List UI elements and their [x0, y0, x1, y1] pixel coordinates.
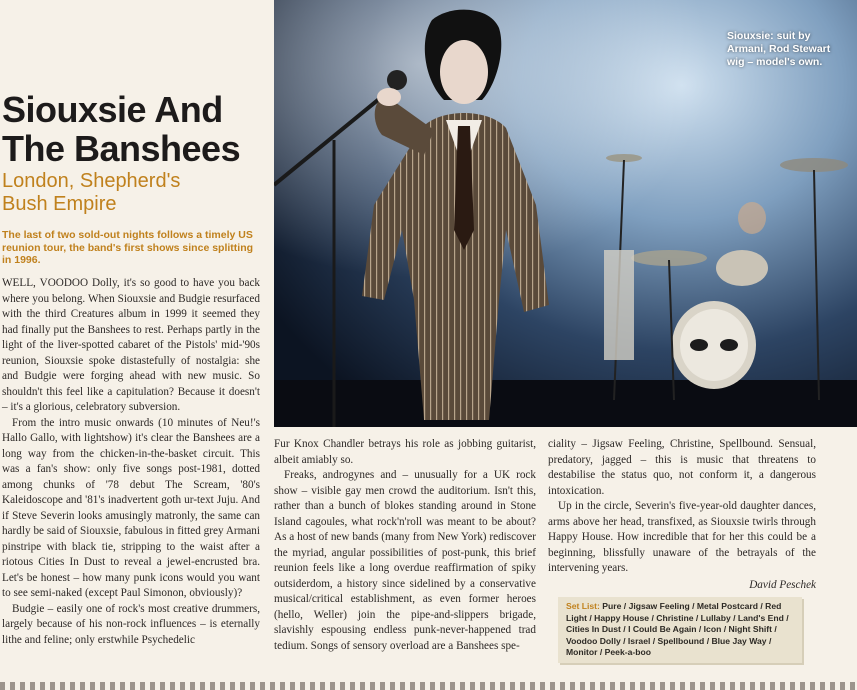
paragraph: Freaks, androgynes and – unusually for a UK rock show – visible gay men crowd the auditorium. Isn't this, rather than a bunch of blokes standing around in Stone Island cagoules, what rock'n'roll was meant to be about? As a host of new bands (many from New York) rediscover the myriad, angular possibilities of post-punk, this brief reunion feels like a long overdue reaffirmation of spiky outsiderdom, a history since sidelined by a conservative musical/critical establishment, as even former heroes (hello, Weller) join the pipe-and-slippers brigade, slavishly espousing endless punk-never-happened trad tedium. Songs of sensory overload are a Banshees spe-: [274, 469, 536, 652]
venue-line-1: London, Shepherd's: [2, 170, 181, 192]
byline: David Peschek: [749, 578, 816, 591]
photo-caption: Siouxsie: suit by Armani, Rod Stewart wig – model's own.: [727, 30, 831, 68]
body-column-1: [2, 276, 260, 648]
paragraph: Up in the circle, Severin's five-year-old daughter dances, arms above her head, transfixed, as Siouxsie twirls through Happy House. How incredible that for her this could be a beginning, blissfully unaware of the betrayals of the intervening years.: [548, 500, 816, 574]
title-line-2: The Banshees: [2, 128, 241, 169]
body-column-2: [274, 437, 536, 654]
venue-line-2: Bush Empire: [2, 193, 117, 215]
paragraph: Fur Knox Chandler betrays his role as jobbing guitarist, albeit amiably so.: [274, 438, 536, 466]
paragraph: WELL, VOODOO Dolly, it's so good to have you back where you belong. When Siouxsie and Budgie resurfaced with the third Creatures album in 1999 it seemed they had finally put the Banshees to rest. Perhaps partly in the light of the liver-spotted cabaret of the Pistols' mid-'90s reunion, Siouxsie spoke distastefully of nostalgia: she and Budgie were forging ahead with new music. So shouldn't this feel like a capitulation? Because it doesn't – it's a glorious, celebratory subversion.: [2, 277, 260, 413]
setlist-box: [558, 597, 802, 663]
setlist-label: Set List:: [566, 601, 600, 611]
title-line-1: Siouxsie And: [2, 89, 223, 130]
paragraph: From the intro music onwards (10 minutes of Neu!'s Hallo Gallo, with lightshow) it's clear the Banshees are a long way from the chicken-in-the-basket circuit. This was a fan's show: only five songs post-1981, dotted among chunks of '78 debut The Scream, '80's Kaleidoscope and '81's inadvertent goth ur-text Juju. And if Steve Severin looks amusingly matronly, the same can hardly be said of Siouxsie, fabulous in fitted grey Armani pinstripe with black tie, stripping to the waist after a riotous Cities In Dust to reveal a jewel-encrusted bra. Let's be honest – how many punk icons would you want to see semi-naked (except Paul Simonon, obviously)?: [2, 416, 260, 599]
concert-photo: [274, 0, 857, 427]
paragraph: Budgie – easily one of rock's most creative drummers, largely because of his non-rock influences – is eternally lithe and feline; only erstwhile Psychedelic: [2, 602, 260, 646]
standfirst: The last of two sold-out nights follows a timely US reunion tour, the band's first shows since splitting in 1996.: [2, 229, 254, 266]
venue-subtitle: [2, 170, 262, 216]
page-perforation: [0, 682, 857, 690]
body-column-3: [548, 437, 816, 593]
article-title: [2, 90, 270, 168]
setlist-songs: Pure / Jigsaw Feeling / Metal Postcard / Red Light / Happy House / Christine / Lullaby / Land's End / Cities In Dust / I Could Be Again / Icon / Night Shift / Voodoo Dolly / Israel / Spellbound / Blue Jay Way / Monitor / Peek-a-boo: [566, 601, 789, 657]
paragraph: ciality – Jigsaw Feeling, Christine, Spellbound. Sensual, predatory, jagged – this is music that threatens to destabilise the status quo, not conform it, a dangerous intoxication.: [548, 438, 816, 497]
